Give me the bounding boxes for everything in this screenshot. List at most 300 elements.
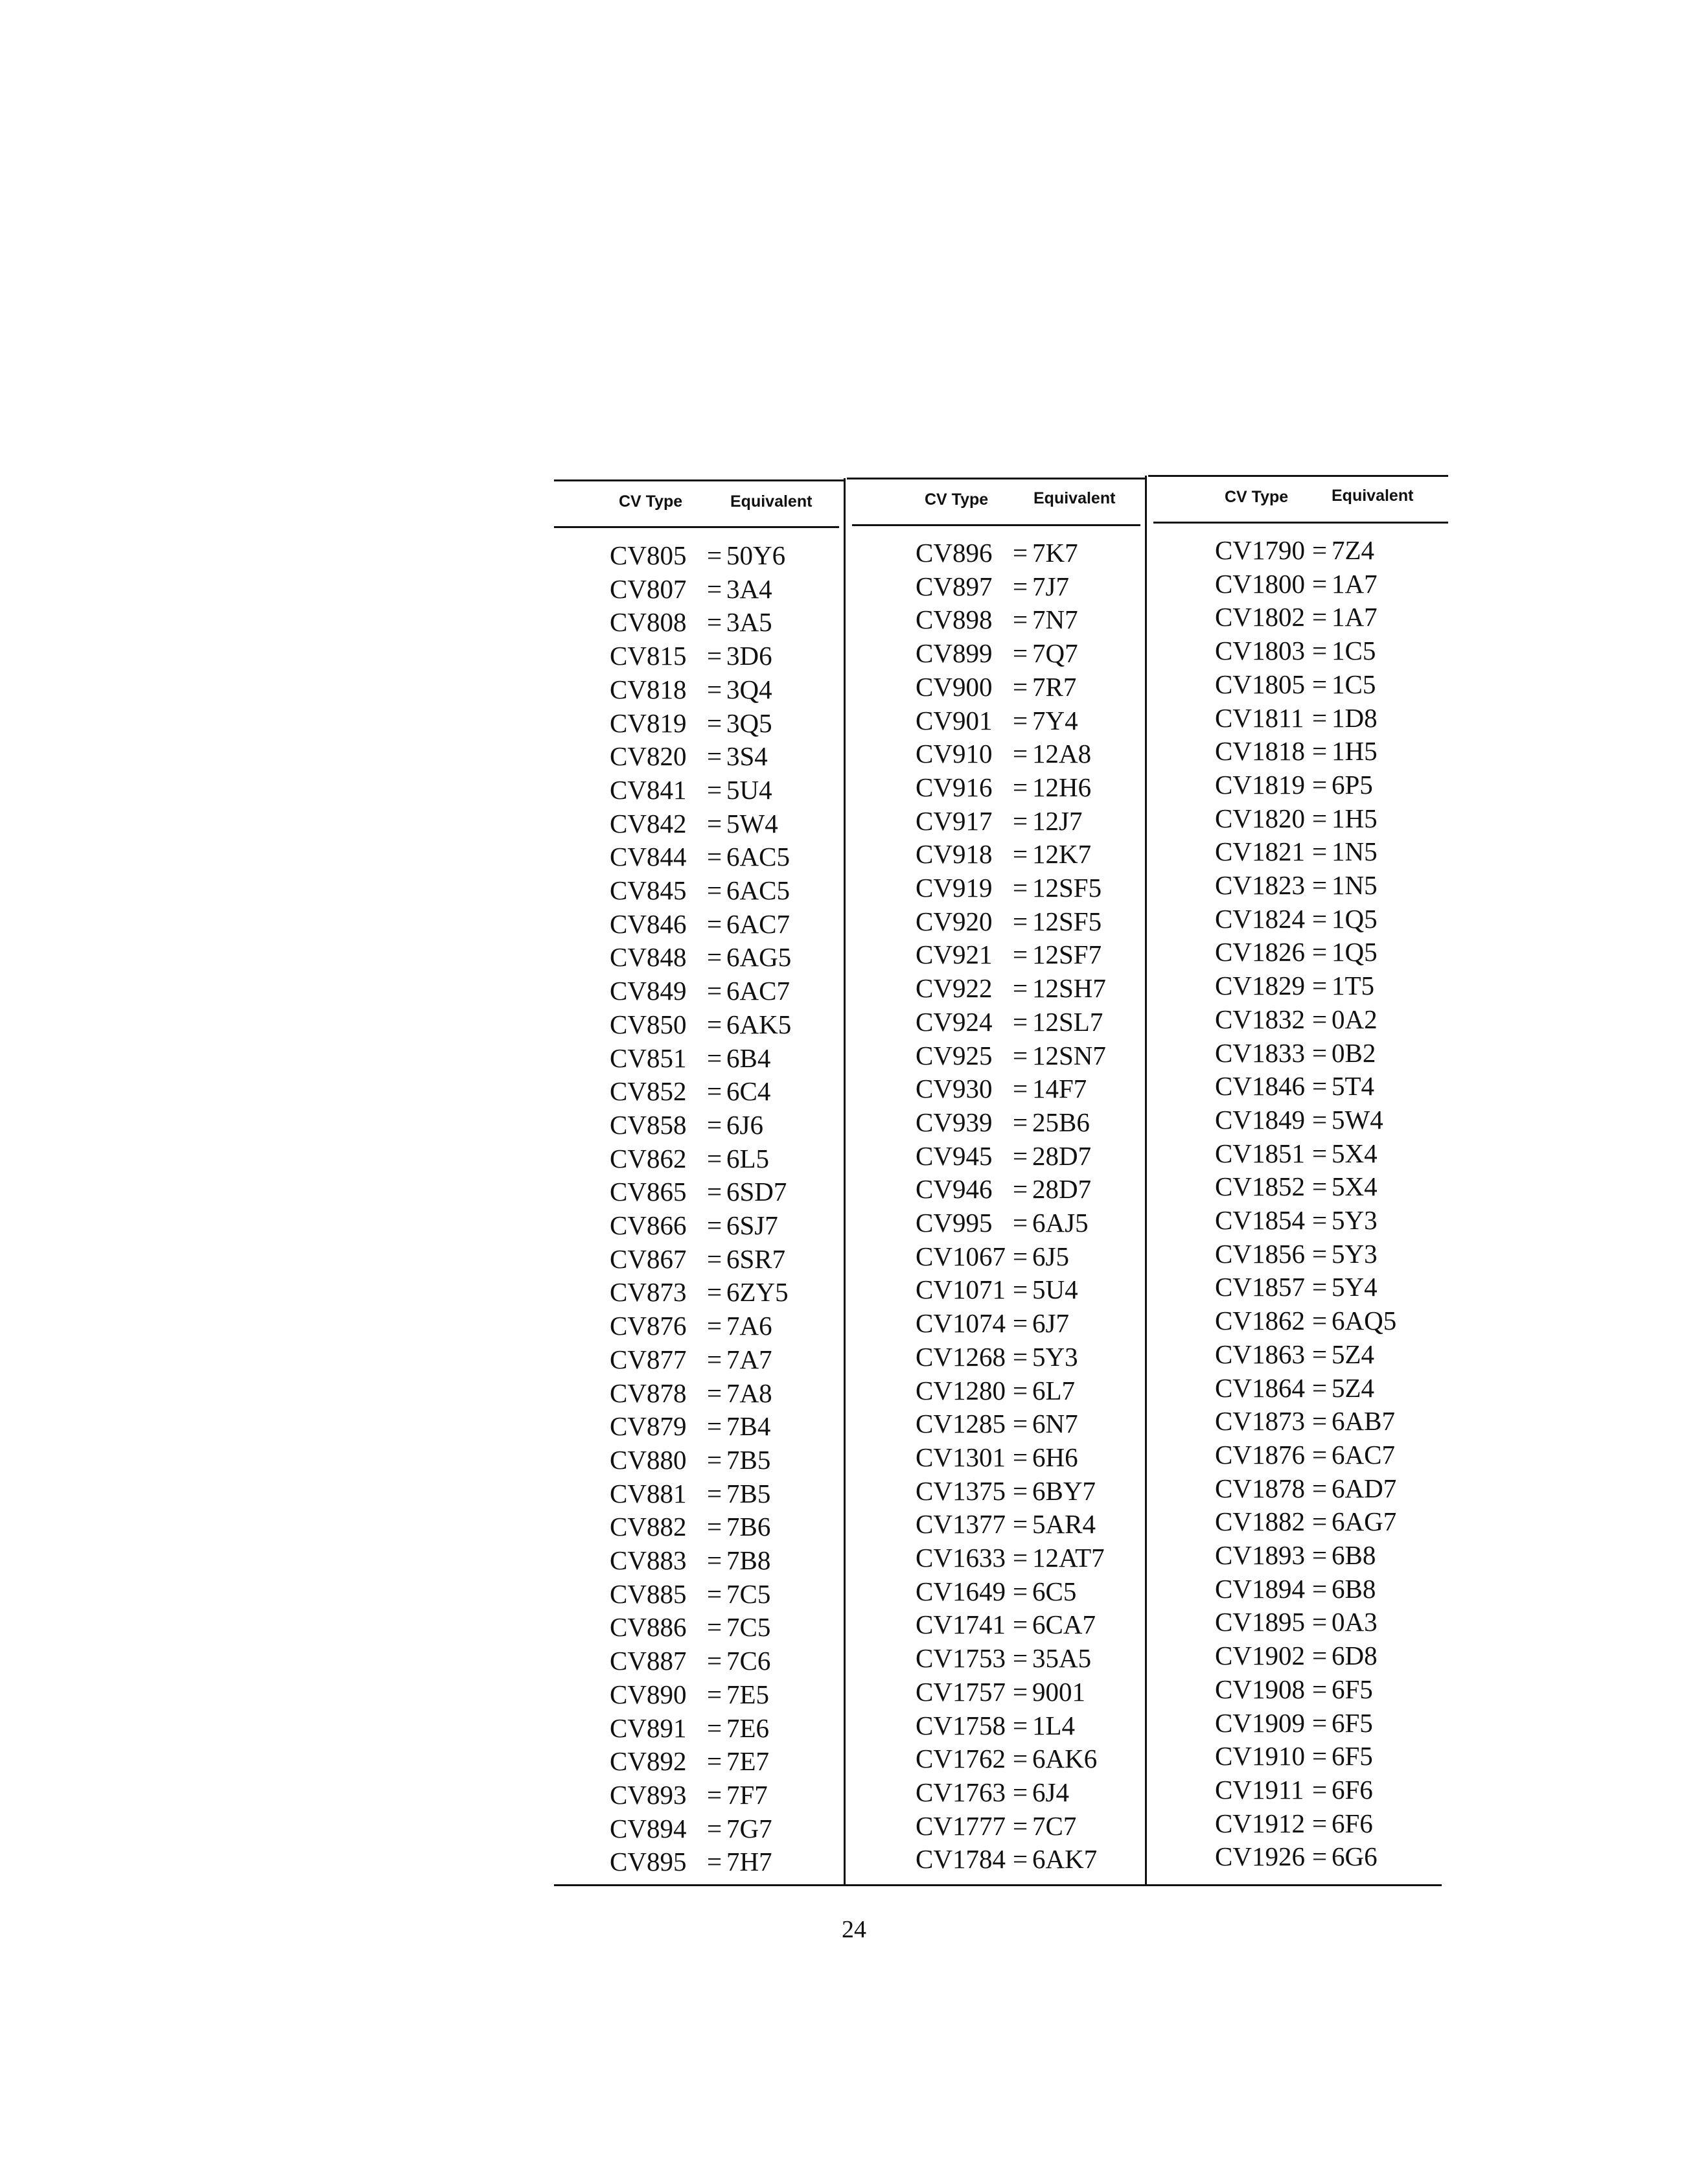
cv-type-cell: CV946 [916,1174,993,1205]
cv-type-cell: CV1649 [916,1576,1006,1606]
equivalent-cell: 6C5 [1032,1576,1077,1606]
equals-sign: = [1312,1238,1328,1269]
cv-type-cell: CV849 [610,976,687,1006]
equivalent-cell: 28D7 [1032,1174,1092,1205]
cv-type-cell: CV1895 [1215,1607,1305,1637]
equivalent-cell: 7R7 [1032,671,1077,702]
cv-type-cell: CV862 [610,1143,687,1173]
equals-sign: = [1013,705,1028,735]
cv-type-cell: CV845 [610,875,687,905]
cv-type-cell: CV1301 [916,1442,1006,1472]
equals-sign: = [707,1378,722,1408]
cv-type-cell: CV885 [610,1578,687,1609]
equals-sign: = [1013,1174,1028,1205]
equivalent-cell: 6SR7 [726,1243,786,1274]
equals-sign: = [1013,1409,1028,1439]
equals-sign: = [707,1444,722,1475]
cv-type-cell: CV925 [916,1040,993,1070]
equals-sign: = [1312,1205,1328,1235]
cv-type-cell: CV848 [610,942,687,973]
cv-type-cell: CV1846 [1215,1071,1305,1102]
equivalent-cell: 6AQ5 [1332,1306,1397,1336]
equivalent-cell: 6AK5 [726,1009,792,1039]
equals-sign: = [707,1779,722,1810]
equals-sign: = [1312,602,1328,632]
equivalent-cell: 7F7 [726,1779,768,1810]
equals-sign: = [707,1646,722,1676]
cv-type-cell: CV819 [610,708,687,738]
cv-type-cell: CV844 [610,842,687,872]
equivalent-cell: 50Y6 [726,540,786,570]
equals-sign: = [707,1713,722,1743]
equals-sign: = [707,641,722,671]
equivalent-cell: 7B8 [726,1545,771,1575]
equivalent-cell: 3Q4 [726,674,772,704]
equals-sign: = [1312,1841,1328,1872]
cv-type-cell: CV1777 [916,1810,1006,1841]
equivalent-cell: 3Q5 [726,708,772,738]
equivalent-cell: 3A4 [726,573,772,604]
equals-sign: = [1013,1744,1028,1774]
equivalent-cell: 6G6 [1332,1841,1378,1872]
cv-type-cell: CV916 [916,772,993,802]
equals-sign: = [1013,1777,1028,1807]
cv-type-cell: CV1910 [1215,1741,1305,1771]
equals-sign: = [1312,1674,1328,1704]
cv-type-cell: CV919 [916,873,993,903]
equals-sign: = [707,1311,722,1341]
cv-type-cell: CV1377 [916,1509,1006,1540]
equals-sign: = [707,674,722,704]
equals-sign: = [1013,1509,1028,1540]
cv-type-cell: CV1902 [1215,1641,1305,1671]
cv-type-cell: CV815 [610,641,687,671]
equivalent-cell: 6SJ7 [726,1210,778,1240]
cv-type-cell: CV876 [610,1311,687,1341]
cv-type-cell: CV899 [916,638,993,669]
cv-type-cell: CV939 [916,1107,993,1137]
equivalent-cell: 1Q5 [1332,937,1378,967]
equivalent-cell: 5T4 [1332,1071,1375,1102]
equals-sign: = [1312,803,1328,833]
equals-sign: = [1312,1439,1328,1470]
cv-type-cell: CV1268 [916,1341,1006,1372]
equivalent-cell: 6SD7 [726,1177,787,1207]
equivalent-cell: 7E5 [726,1679,770,1709]
cv-type-cell: CV1863 [1215,1339,1305,1369]
equivalent-cell: 6AK7 [1032,1844,1098,1875]
equivalent-cell: 5Y3 [1332,1205,1378,1235]
equivalent-cell: 7B5 [726,1444,771,1475]
equals-sign: = [1013,1074,1028,1104]
equals-sign: = [707,1847,722,1877]
equals-sign: = [1312,636,1328,666]
equals-sign: = [1013,571,1028,601]
equals-sign: = [1312,1808,1328,1838]
equivalent-cell: 7E7 [726,1746,770,1777]
equivalent-cell: 12A8 [1032,739,1092,769]
equivalent-cell: 7H7 [726,1847,772,1877]
equivalent-cell: 1N5 [1332,837,1378,867]
equals-sign: = [707,1578,722,1609]
equals-sign: = [1013,1275,1028,1305]
equivalent-cell: 35A5 [1032,1643,1092,1674]
equals-sign: = [1312,1641,1328,1671]
equals-sign: = [707,1344,722,1374]
equivalent-cell: 6C4 [726,1076,771,1107]
cv-type-cell: CV892 [610,1746,687,1777]
equivalent-cell: 12SL7 [1032,1006,1103,1037]
equivalent-cell: 5W4 [726,808,778,838]
equals-sign: = [1312,1473,1328,1503]
equivalent-cell: 1N5 [1332,870,1378,900]
header-rule-col-1 [554,526,839,528]
cv-type-cell: CV1375 [916,1475,1006,1506]
equivalent-cell: 25B6 [1032,1107,1090,1137]
equivalent-cell: 28D7 [1032,1140,1092,1171]
equivalent-cell: 12SN7 [1032,1040,1106,1070]
equivalent-cell: 6J7 [1032,1308,1069,1339]
equivalent-cell: 7E6 [726,1713,770,1743]
equals-sign: = [1312,1406,1328,1437]
cv-type-cell: CV846 [610,908,687,939]
equals-sign: = [1013,1241,1028,1271]
equals-sign: = [1312,1071,1328,1102]
equivalent-cell: 7B5 [726,1478,771,1508]
cv-type-cell: CV891 [610,1713,687,1743]
equivalent-cell: 7Y4 [1032,705,1078,735]
equivalent-cell: 7A7 [726,1344,772,1374]
cv-type-cell: CV878 [610,1378,687,1408]
cv-type-cell: CV805 [610,540,687,570]
equals-sign: = [1312,1540,1328,1570]
cv-type-cell: CV1911 [1215,1774,1304,1805]
equivalent-cell: 7A8 [726,1378,772,1408]
cv-type-cell: CV1790 [1215,535,1305,565]
equals-sign: = [707,1076,722,1107]
equivalent-cell: 7C7 [1032,1810,1077,1841]
equivalent-cell: 6L7 [1032,1375,1076,1405]
equivalent-cell: 1A7 [1332,602,1378,632]
equals-sign: = [1013,1710,1028,1740]
cv-type-cell: CV1758 [916,1710,1006,1740]
equals-sign: = [1312,1339,1328,1369]
col2-header-type: CV Type [925,490,989,509]
cv-type-cell: CV897 [916,571,993,601]
equivalent-cell: 6F5 [1332,1674,1373,1704]
equals-sign: = [707,741,722,772]
cv-type-cell: CV877 [610,1344,687,1374]
equivalent-cell: 7C6 [726,1646,771,1676]
equivalent-cell: 7Z4 [1332,535,1375,565]
equals-sign: = [707,1109,722,1140]
cv-type-cell: CV887 [610,1646,687,1676]
equivalent-cell: 5Z4 [1332,1339,1375,1369]
cv-type-cell: CV850 [610,1009,687,1039]
cv-type-cell: CV918 [916,839,993,870]
cv-type-cell: CV910 [916,739,993,769]
equivalents-table [554,467,1448,1931]
cv-type-cell: CV1878 [1215,1473,1305,1503]
equals-sign: = [707,1813,722,1843]
cv-type-cell: CV1757 [916,1676,1006,1707]
cv-type-cell: CV1811 [1215,702,1304,733]
cv-type-cell: CV883 [610,1545,687,1575]
equivalent-cell: 0A3 [1332,1607,1378,1637]
equivalent-cell: 5Y3 [1332,1238,1378,1269]
cv-type-cell: CV1280 [916,1375,1006,1405]
equals-sign: = [707,708,722,738]
equals-sign: = [1013,1810,1028,1841]
cv-type-cell: CV1852 [1215,1171,1305,1202]
cv-type-cell: CV1784 [916,1844,1006,1875]
cv-type-cell: CV896 [916,538,993,568]
cv-type-cell: CV858 [610,1109,687,1140]
equals-sign: = [707,908,722,939]
cv-type-cell: CV945 [916,1140,993,1171]
equals-sign: = [707,808,722,838]
equivalent-cell: 6AK6 [1032,1744,1098,1774]
cv-type-cell: CV1909 [1215,1707,1305,1738]
col1-header-type: CV Type [619,492,683,511]
equals-sign: = [707,1243,722,1274]
col3-header-equivalent: Equivalent [1332,487,1414,505]
equals-sign: = [1312,1004,1328,1034]
equals-sign: = [1013,1543,1028,1573]
equals-sign: = [1013,671,1028,702]
equals-sign: = [1013,805,1028,836]
equivalent-cell: 1D8 [1332,702,1378,733]
equivalent-cell: 6F5 [1332,1741,1373,1771]
cv-type-cell: CV1802 [1215,602,1305,632]
equivalent-cell: 5U4 [1032,1275,1078,1305]
equivalent-cell: 12SH7 [1032,973,1106,1004]
equals-sign: = [1013,1208,1028,1238]
cv-type-cell: CV1856 [1215,1238,1305,1269]
equals-sign: = [1013,1006,1028,1037]
equivalent-cell: 12AT7 [1032,1543,1105,1573]
cv-type-cell: CV1926 [1215,1841,1305,1872]
equals-sign: = [707,1177,722,1207]
equals-sign: = [1312,971,1328,1001]
cv-type-cell: CV900 [916,671,993,702]
equals-sign: = [1013,1442,1028,1472]
equals-sign: = [1013,940,1028,970]
equals-sign: = [707,942,722,973]
equals-sign: = [707,540,722,570]
equivalent-cell: 5U4 [726,774,772,805]
cv-type-cell: CV890 [610,1679,687,1709]
equivalent-cell: 1H5 [1332,803,1378,833]
equals-sign: = [1013,638,1028,669]
cv-type-cell: CV818 [610,674,687,704]
equivalent-cell: 7Q7 [1032,638,1078,669]
equivalent-cell: 6AC7 [726,976,790,1006]
cv-type-cell: CV922 [916,973,993,1004]
equivalent-cell: 6AC5 [726,875,790,905]
cv-type-cell: CV1800 [1215,568,1305,599]
equals-sign: = [707,573,722,604]
equals-sign: = [1312,1372,1328,1403]
cv-type-cell: CV879 [610,1411,687,1442]
equivalent-cell: 5Y4 [1332,1272,1378,1302]
equals-sign: = [1013,1341,1028,1372]
equals-sign: = [707,774,722,805]
equivalent-cell: 6F6 [1332,1808,1373,1838]
header-rule-col-2 [852,524,1140,526]
cv-type-cell: CV820 [610,741,687,772]
cv-type-cell: CV880 [610,1444,687,1475]
equivalent-cell: 14F7 [1032,1074,1087,1104]
cv-type-cell: CV1862 [1215,1306,1305,1336]
equals-sign: = [707,842,722,872]
equivalent-cell: 1H5 [1332,736,1378,767]
equivalent-cell: 6J4 [1032,1777,1069,1807]
cv-type-cell: CV924 [916,1006,993,1037]
cv-type-cell: CV1741 [916,1610,1006,1640]
cv-type-cell: CV1832 [1215,1004,1305,1034]
cv-type-cell: CV886 [610,1612,687,1643]
equals-sign: = [1013,772,1028,802]
cv-type-cell: CV1854 [1215,1205,1305,1235]
equivalent-cell: 7K7 [1032,538,1078,568]
cv-type-cell: CV852 [610,1076,687,1107]
equals-sign: = [1312,1506,1328,1537]
equivalent-cell: 7J7 [1032,571,1069,601]
top-rule-col-3 [1148,475,1448,477]
equals-sign: = [707,976,722,1006]
equals-sign: = [707,1679,722,1709]
equivalent-cell: 6AC7 [1332,1439,1395,1470]
cv-type-cell: CV894 [610,1813,687,1843]
equals-sign: = [1013,1676,1028,1707]
cv-type-cell: CV881 [610,1478,687,1508]
equivalent-cell: 1T5 [1332,971,1375,1001]
equals-sign: = [707,1512,722,1542]
equals-sign: = [707,1277,722,1308]
equals-sign: = [1312,1573,1328,1604]
equivalent-cell: 1C5 [1332,636,1376,666]
cv-type-cell: CV807 [610,573,687,604]
col2-header-equivalent: Equivalent [1033,489,1116,507]
cv-type-cell: CV1857 [1215,1272,1305,1302]
cv-type-cell: CV930 [916,1074,993,1104]
cv-type-cell: CV1074 [916,1308,1006,1339]
cv-type-cell: CV1829 [1215,971,1305,1001]
cv-type-cell: CV1894 [1215,1573,1305,1604]
equivalent-cell: 6B8 [1332,1540,1376,1570]
cv-type-cell: CV895 [610,1847,687,1877]
equals-sign: = [1312,702,1328,733]
equals-sign: = [707,875,722,905]
cv-type-cell: CV882 [610,1512,687,1542]
equivalent-cell: 7N7 [1032,605,1078,635]
equals-sign: = [1013,1643,1028,1674]
equivalent-cell: 6ZY5 [726,1277,789,1308]
equivalent-cell: 12J7 [1032,805,1083,836]
equivalent-cell: 12SF5 [1032,873,1102,903]
equals-sign: = [1013,1610,1028,1640]
cv-type-cell: CV1805 [1215,669,1305,699]
equals-sign: = [1013,605,1028,635]
cv-type-cell: CV1893 [1215,1540,1305,1570]
equivalent-cell: 5Z4 [1332,1372,1375,1403]
equals-sign: = [1013,739,1028,769]
equivalent-cell: 1A7 [1332,568,1378,599]
equals-sign: = [1312,535,1328,565]
equivalent-cell: 7G7 [726,1813,772,1843]
cv-type-cell: CV1908 [1215,1674,1305,1704]
page-number: 24 [842,1916,866,1943]
equals-sign: = [1013,1475,1028,1506]
equals-sign: = [1312,1138,1328,1168]
cv-type-cell: CV898 [916,605,993,635]
equals-sign: = [707,1009,722,1039]
equivalent-cell: 6AB7 [1332,1406,1395,1437]
equivalent-cell: 5AR4 [1032,1509,1096,1540]
cv-type-cell: CV1912 [1215,1808,1305,1838]
cv-type-cell: CV1820 [1215,803,1305,833]
equals-sign: = [1013,1844,1028,1875]
equivalent-cell: 7C5 [726,1578,771,1609]
equals-sign: = [707,1143,722,1173]
equals-sign: = [1013,1107,1028,1137]
bottom-rule [554,1884,1442,1886]
column-divider-2 [1145,476,1147,1884]
equals-sign: = [1013,1040,1028,1070]
cv-type-cell: CV873 [610,1277,687,1308]
cv-type-cell: CV1824 [1215,903,1305,934]
cv-type-cell: CV995 [916,1208,993,1238]
equals-sign: = [1312,870,1328,900]
cv-type-cell: CV808 [610,607,687,638]
cv-type-cell: CV920 [916,906,993,936]
equivalent-cell: 6N7 [1032,1409,1078,1439]
equivalent-cell: 12H6 [1032,772,1092,802]
equals-sign: = [1312,736,1328,767]
cv-type-cell: CV1762 [916,1744,1006,1774]
cv-type-cell: CV1833 [1215,1037,1305,1068]
equivalent-cell: 6AG7 [1332,1506,1397,1537]
equals-sign: = [1013,973,1028,1004]
equals-sign: = [1013,873,1028,903]
equals-sign: = [1312,937,1328,967]
equivalent-cell: 6F5 [1332,1707,1373,1738]
equivalent-cell: 6AG5 [726,942,792,973]
equals-sign: = [1013,1375,1028,1405]
equivalent-cell: 7A6 [726,1311,772,1341]
equals-sign: = [1312,1707,1328,1738]
cv-type-cell: CV917 [916,805,993,836]
cv-type-cell: CV1823 [1215,870,1305,900]
cv-type-cell: CV842 [610,808,687,838]
cv-type-cell: CV1851 [1215,1138,1305,1168]
equivalent-cell: 6AJ5 [1032,1208,1089,1238]
equals-sign: = [1013,839,1028,870]
cv-type-cell: CV1849 [1215,1104,1305,1135]
equivalent-cell: 1C5 [1332,669,1376,699]
equals-sign: = [1312,568,1328,599]
equals-sign: = [707,1043,722,1073]
equals-sign: = [1013,1308,1028,1339]
equivalent-cell: 12K7 [1032,839,1092,870]
equivalent-cell: 6AD7 [1332,1473,1397,1503]
equivalent-cell: 3A5 [726,607,772,638]
equals-sign: = [1312,1272,1328,1302]
equivalent-cell: 0A2 [1332,1004,1378,1034]
equals-sign: = [1312,903,1328,934]
equals-sign: = [1013,906,1028,936]
